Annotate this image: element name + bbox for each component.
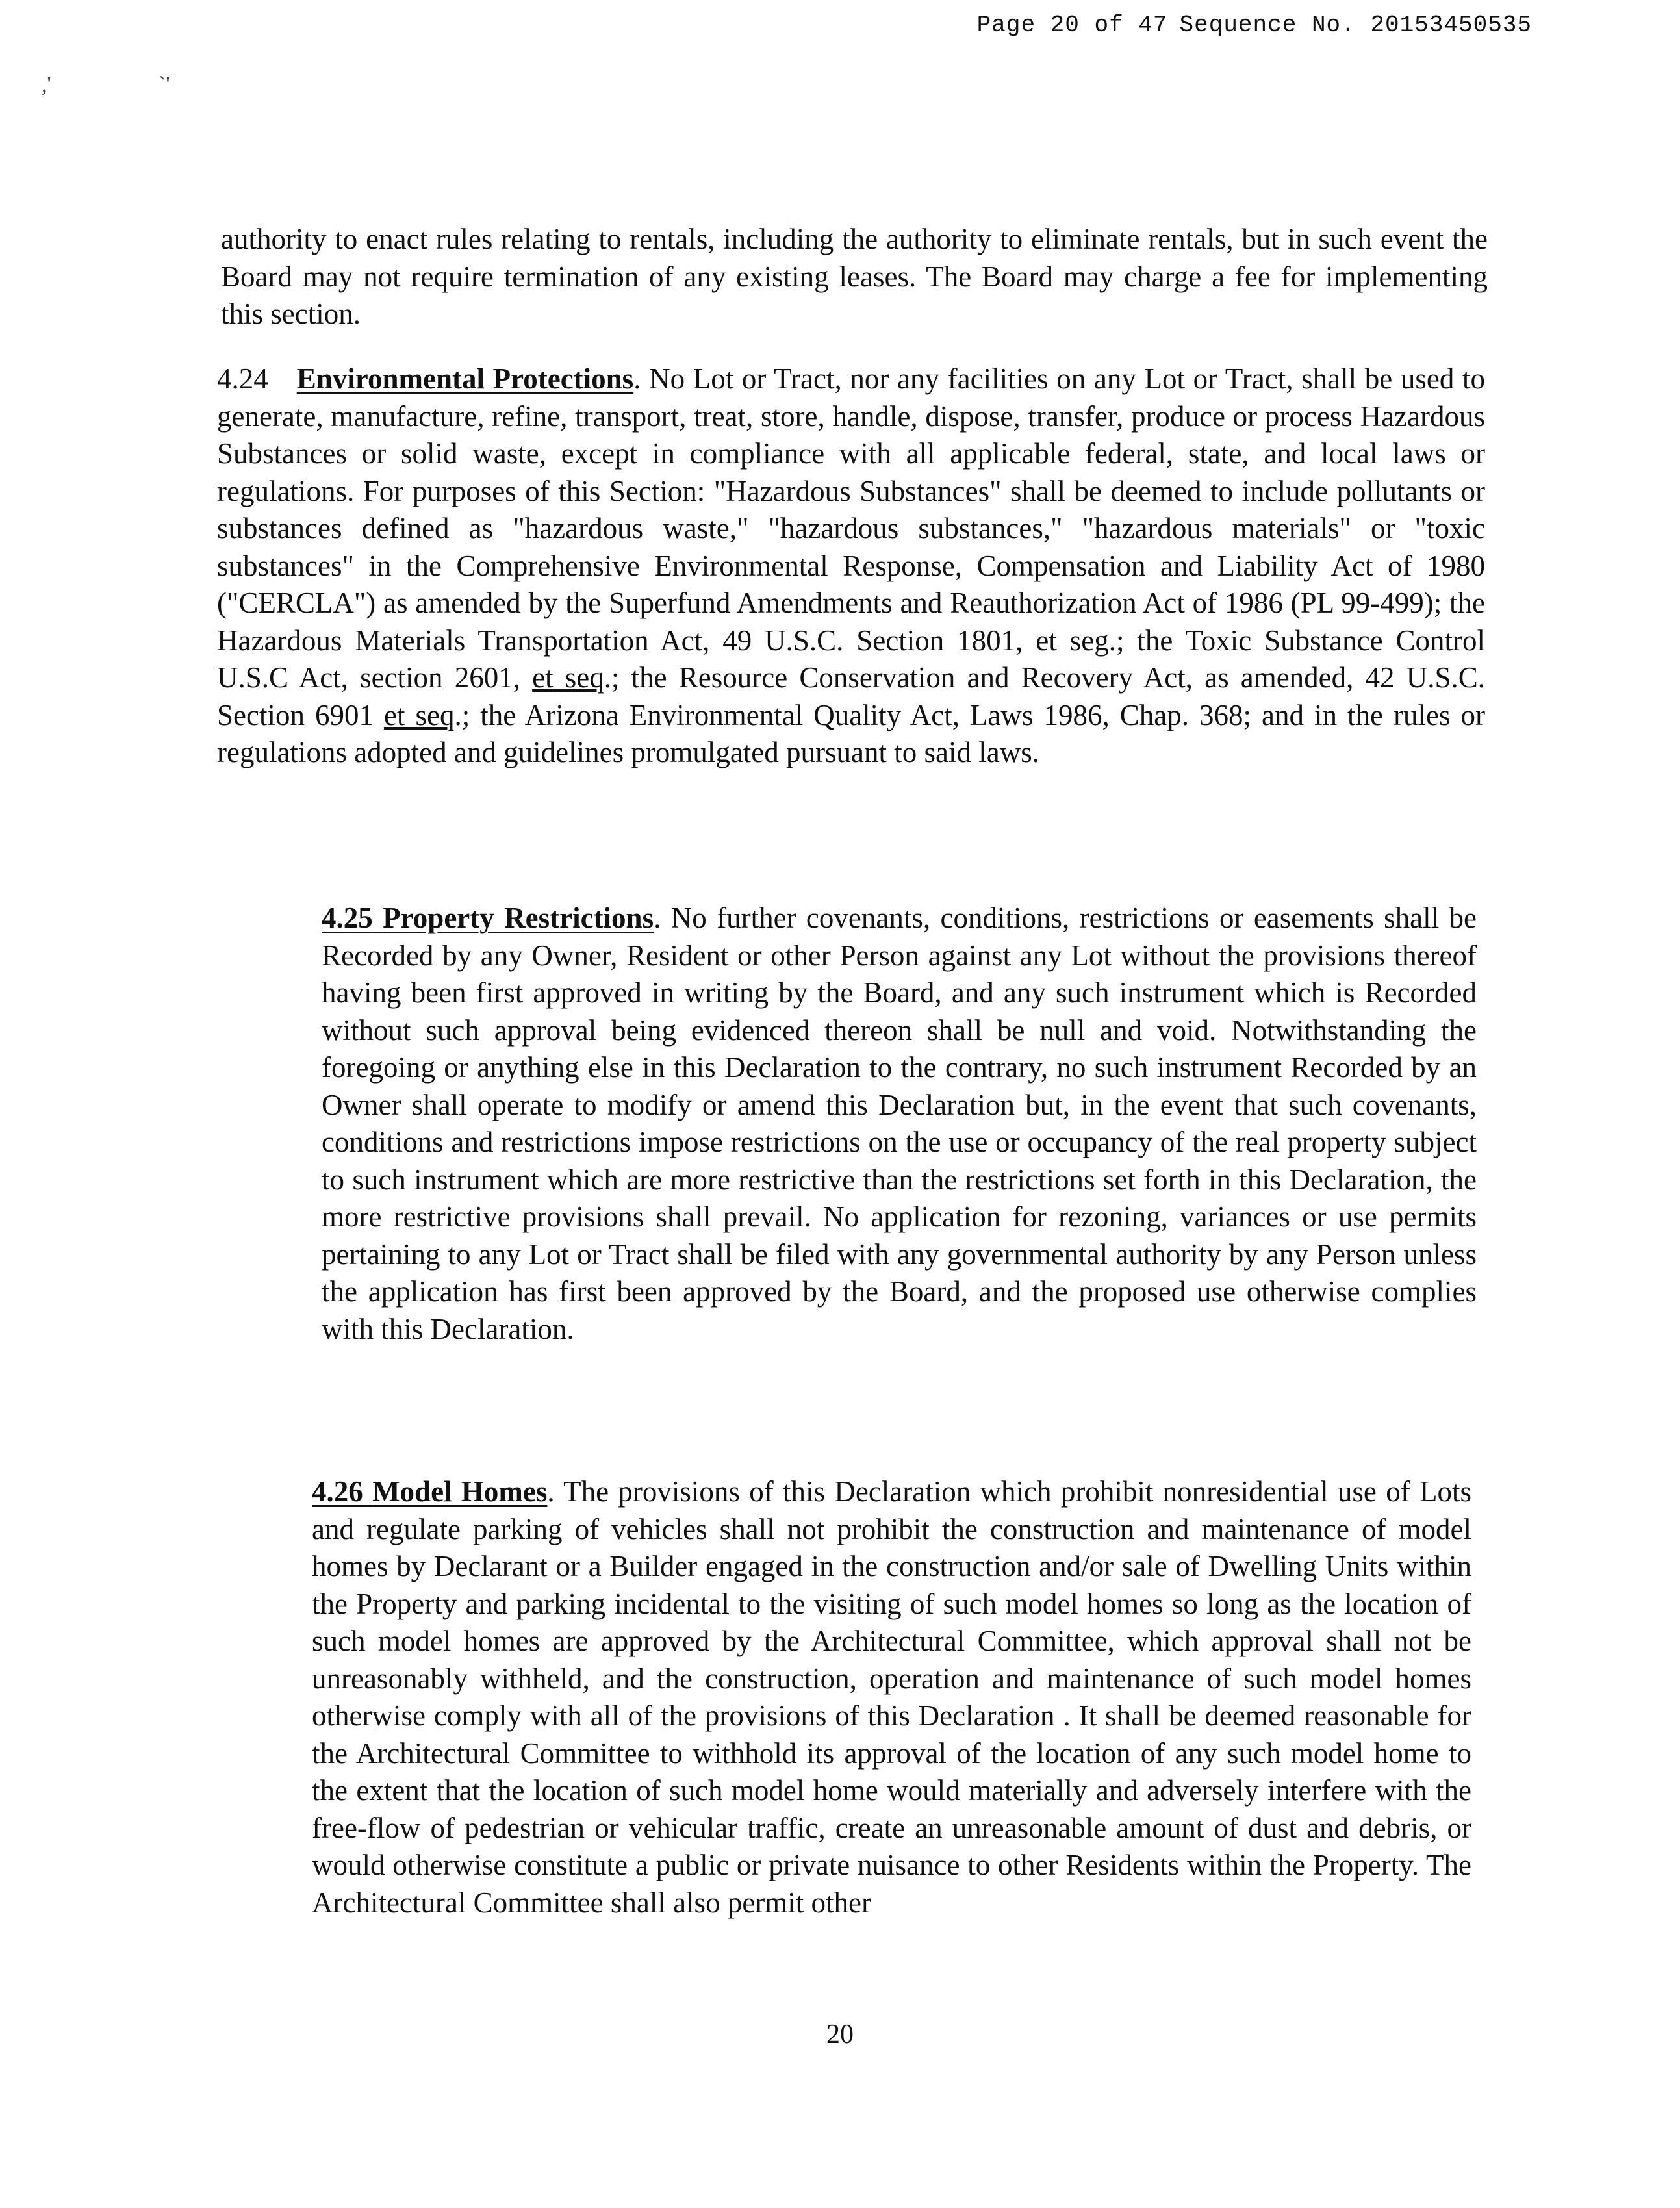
section-4-26-text: The provisions of this Declaration which prohibit nonresidential use of Lots and regulate parking of vehicles shall not prohibit the construction and maintenance of model homes by Declarant or a Builder engaged in the construction and/or sale of Dwelling Units within the Property and parking incidental to the visiting of such model homes so long as the location of such model homes are approved by the Architectural Committee, which approval shall not be unreasonably withheld, and the construction, operation and maintenance of such model homes otherwise comply with all of the provisions of this Declaration . It shall be deemed reasonable for the Architectural Committee to withhold its approval of the location of any such model home to the extent that the location of such model home would materially and adversely interfere with the free-flow of pedestrian or vehicular traffic, create an unreasonable amount of dust and debris, or would otherwise constitute a public or private nuisance to other Residents within the Property. The Architectural Committee shall also permit other [312,1475,1472,1919]
section-4-24-et-seq-2: et seq [384,698,455,731]
continuation-paragraph: authority to enact rules relating to rentals, including the authority to eliminate rentals, but in such event the Board may not require termination of any existing leases. The Board may charge a fee for implementing this section. [221,223,1488,330]
section-4-24-title: Environmental Protections [296,362,634,395]
section-4-24-paragraph [217,361,1485,772]
section-4-24-text-2: .; the Resource Conservation and Recovery Act, as amended, 42 U.S.C. Section 6901 [217,661,1486,731]
section-4-24-et-seq-1: et seq [532,661,604,694]
section-4-24-period: . [633,362,641,395]
section-4-25-text: No further covenants, conditions, restrictions or easements shall be Recorded by any Owner, Resident or other Person against any Lot without the provisions thereof having been first approved in writing by the Board, and any such instrument which is Recorded without such approval being evidenced thereon shall be null and void. Notwithstanding the foregoing or anything else in this Declaration to the contrary, no such instrument Recorded by an Owner shall operate to modify or amend this Declaration but, in the event that such covenants, conditions and restrictions impose restrictions on the use or occupancy of the real property subject to such instrument which are more restrictive than the restrictions set forth in this Declaration, the more restrictive provisions shall prevail. No application for rezoning, variances or use permits pertaining to any Lot or Tract shall be filed with any governmental authority by any Person unless the application has first been approved by the Board, and the proposed use otherwise complies with this Declaration. [322,902,1477,1345]
section-4-25-period: . [654,902,661,934]
section-4-25-space [373,902,383,934]
section-4-25-number: 4.25 [322,902,373,934]
sequence-label: Sequence No. 20153450535 [1179,12,1532,38]
section-4-26-period: . [547,1475,555,1508]
section-4-26-title: Model Homes [372,1475,548,1508]
page-label: Page 20 of 47 [976,12,1168,38]
section-4-25-title: Property Restrictions [383,902,654,934]
section-4-26-paragraph [312,1473,1471,1922]
section-4-26-space [363,1475,372,1508]
page-number: 20 [826,2020,854,2049]
scan-mark-right: `' [159,73,170,97]
section-4-24-text-1: No Lot or Tract, nor any facilities on any Lot or Tract, shall be used to generate, manufacture, refine, transport, treat, store, handle, dispose, transfer, produce or process Hazardous Substances or solid waste, except in compliance with all applicable federal, state, and local laws or regulations. For purposes of this Section: "Hazardous Substances" shall be deemed to include pollutants or substances defined as "hazardous waste," "hazardous substances," "hazardous materials" or "toxic substances" in the Comprehensive Environmental Response, Compensation and Liability Act of 1980 ("CERCLA") as amended by the Superfund Amendments and Reauthorization Act of 1986 (PL 99-499); the Hazardous Materials Transportation Act, 49 U.S.C. Section 1801, et seg.; the Toxic Substance Control U.S.C Act, section 2601, [217,362,1485,694]
page-header [977,12,1532,38]
section-4-25-paragraph [322,900,1477,1348]
section-4-24-text-3: .; the Arizona Environmental Quality Act, Laws 1986, Chap. 368; and in the rules or regulations adopted and guidelines promulgated pursuant to said laws. [217,698,1485,768]
scan-mark-left: ,' [42,73,51,97]
section-4-24-number: 4.24 [217,362,268,395]
section-4-26-number: 4.26 [312,1475,363,1508]
